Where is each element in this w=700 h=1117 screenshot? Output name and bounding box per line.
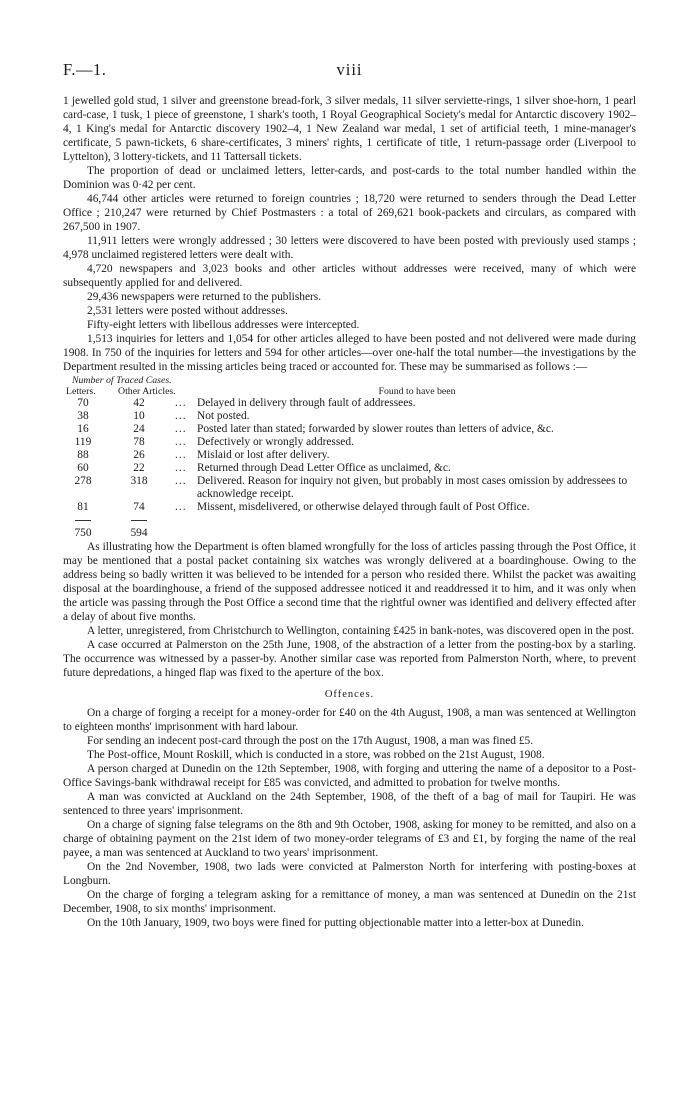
cell-other: 318 bbox=[130, 475, 148, 487]
table-total-rule-row bbox=[63, 514, 636, 527]
cell-other: 10 bbox=[133, 410, 145, 422]
paragraph: On a charge of forging a receipt for a money-order for £40 on the 4th August, 1908, a man was sentenced at Wellington to eighteen months' imprisonment with hard labour. bbox=[63, 707, 636, 733]
cell-letters: 278 bbox=[74, 475, 92, 487]
table-row bbox=[63, 475, 636, 501]
table-row bbox=[63, 449, 636, 462]
table-row bbox=[63, 410, 636, 423]
cell-other: 78 bbox=[133, 436, 145, 448]
paragraph: 1 jewelled gold stud, 1 silver and greenstone bread-fork, 3 silver medals, 11 silver serviette-rings, 1 silver shoe-horn, 1 pearl card-case, 1 tusk, 1 piece of greenstone, 1 shark's tooth, 1 Royal Geographical Society's medal for Antarctic discovery 1902–4, 1 King's medal for Antarctic discovery 1902–4, 1 New Zealand war medal, 1 set of artificial teeth, 1 mine-manager's certificate, 5 pawn-tickets, 6 share-certificates, 3 miners' rights, 1 certificate of title, 1 return-passage order (Liverpool to Lyttelton), 3 lottery-tickets, and 11 Tattersall tickets. bbox=[63, 95, 636, 163]
table-total-row bbox=[63, 527, 636, 540]
cell-letters: 70 bbox=[77, 397, 89, 409]
paragraph: 11,911 letters were wrongly addressed ; 30 letters were discovered to have been posted with previously used stamps ; 4,978 unclaimed registered letters were dealt with. bbox=[63, 235, 636, 261]
leader-dots: ... bbox=[175, 501, 187, 513]
column-header-other: Other Articles. bbox=[118, 386, 176, 397]
table-row bbox=[63, 462, 636, 475]
paragraph: A man was convicted at Auckland on the 24th September, 1908, of the theft of a bag of mail for Taupiri. He was sentenced to three years' imprisonment. bbox=[63, 791, 636, 817]
leader-dots: ... bbox=[175, 475, 187, 487]
total-rule bbox=[75, 520, 91, 521]
cell-description: Returned through Dead Letter Office as unclaimed, &c. bbox=[197, 462, 451, 474]
cell-letters: 38 bbox=[77, 410, 89, 422]
cell-other: 42 bbox=[133, 397, 145, 409]
total-rule bbox=[131, 520, 147, 521]
total-other: 594 bbox=[130, 527, 148, 539]
total-letters: 750 bbox=[74, 527, 92, 539]
leader-dots: ... bbox=[175, 449, 187, 461]
cell-letters: 60 bbox=[77, 462, 89, 474]
cell-letters: 81 bbox=[77, 501, 89, 513]
paragraph: 1,513 inquiries for letters and 1,054 for other articles alleged to have been posted and not delivered were made during 1908. In 750 of the inquiries for letters and 594 for other articles—over one-half the total number—the investigations by the Department resulted in the missing articles being traced or accounted for. These may be summarised as follows :— bbox=[63, 333, 636, 373]
table-row bbox=[63, 436, 636, 449]
cell-description: Mislaid or lost after delivery. bbox=[197, 449, 330, 461]
cell-description: Delayed in delivery through fault of addressees. bbox=[197, 397, 416, 409]
paragraph: A letter, unregistered, from Christchurch to Wellington, containing £425 in bank-notes, was discovered open in the post. bbox=[87, 625, 635, 637]
cell-other: 24 bbox=[133, 423, 145, 435]
section-heading-offences: Offences. bbox=[324, 689, 375, 700]
cell-description: Missent, misdelivered, or otherwise delayed through fault of Post Office. bbox=[197, 501, 530, 513]
paragraph: 29,436 newspapers were returned to the publishers. bbox=[87, 291, 322, 303]
table-row bbox=[63, 501, 636, 514]
page-number: viii bbox=[336, 60, 363, 79]
page-header bbox=[63, 60, 636, 80]
paragraph: On the 10th January, 1909, two boys were fined for putting objectionable matter into a letter-box at Dunedin. bbox=[87, 917, 584, 929]
cell-other: 26 bbox=[133, 449, 145, 461]
table-column-headers bbox=[63, 386, 636, 397]
table-caption: Number of Traced Cases. bbox=[72, 375, 172, 386]
table-row bbox=[63, 397, 636, 410]
column-header-letters: Letters. bbox=[66, 386, 96, 397]
leader-dots: ... bbox=[175, 462, 187, 474]
paragraph: A person charged at Dunedin on the 12th September, 1908, with forging and uttering the name of a depositor to a Post-Office Savings-bank withdrawal receipt for £85 was convicted, and admitted to probation for twelve months. bbox=[63, 763, 636, 789]
column-header-found: Found to have been bbox=[378, 386, 456, 397]
cell-letters: 88 bbox=[77, 449, 89, 461]
paragraph: 2,531 letters were posted without addresses. bbox=[87, 305, 288, 317]
paragraph: On the charge of forging a telegram asking for a remittance of money, a man was sentenced at Dunedin on the 21st December, 1908, to six months' imprisonment. bbox=[63, 889, 636, 915]
cell-letters: 16 bbox=[77, 423, 89, 435]
leader-dots: ... bbox=[175, 397, 187, 409]
paragraph: A case occurred at Palmerston on the 25th June, 1908, of the abstraction of a letter from the posting-box by a starling. The occurrence was witnessed by a passer-by. Another similar case was reported from Palmerston North, where, to prevent future depredations, a hinged flap was fixed to the aperture of the box. bbox=[63, 639, 636, 679]
paragraph: Fifty-eight letters with libellous addresses were intercepted. bbox=[87, 319, 360, 331]
leader-dots: ... bbox=[175, 410, 187, 422]
cell-description: Delivered. Reason for inquiry not given, but probably in most cases omission by addressees to acknowledge receipt. bbox=[197, 475, 628, 500]
report-reference: F.—1. bbox=[63, 60, 107, 79]
traced-cases-table bbox=[63, 397, 636, 540]
body-text bbox=[63, 94, 636, 930]
paragraph: 46,744 other articles were returned to foreign countries ; 18,720 were returned to senders through the Dead Letter Office ; 210,247 were returned by Chief Postmasters : a total of 269,621 book-packets and circulars, as compared with 267,500 in 1907. bbox=[63, 193, 636, 233]
cell-other: 22 bbox=[133, 462, 145, 474]
paragraph: On a charge of signing false telegrams on the 8th and 9th October, 1908, asking for money to be remitted, and also on a charge of obtaining payment on the 21st idem of two money-order telegrams of £3 and £1, by forging the name of the real payee, a man was sentenced at Auckland to two years' imprisonment. bbox=[63, 819, 636, 859]
leader-dots: ... bbox=[175, 436, 187, 448]
paragraph: For sending an indecent post-card through the post on the 17th August, 1908, a man was fined £5. bbox=[87, 735, 534, 747]
paragraph: 4,720 newspapers and 3,023 books and other articles without addresses were received, many of which were subsequently applied for and delivered. bbox=[63, 263, 636, 289]
paragraph: The proportion of dead or unclaimed letters, letter-cards, and post-cards to the total number handled within the Dominion was 0·42 per cent. bbox=[63, 165, 636, 191]
paragraph: The Post-office, Mount Roskill, which is conducted in a store, was robbed on the 21st August, 1908. bbox=[87, 749, 545, 761]
leader-dots: ... bbox=[175, 423, 187, 435]
cell-description: Posted later than stated; forwarded by slower routes than letters of advice, &c. bbox=[197, 423, 554, 435]
paragraph: On the 2nd November, 1908, two lads were convicted at Palmerston North for interfering with posting-boxes at Longburn. bbox=[63, 861, 636, 887]
paragraph: As illustrating how the Department is often blamed wrongfully for the loss of articles passing through the Post Office, it may be mentioned that a postal packet containing six watches was wrongly delivered at a boardinghouse. Owing to the address being so badly written it was believed to be intended for a person who resided there. Whilst the packet was awaiting disposal at the boardinghouse, a friend of the supposed addressee noticed it and readdressed it to him, and it was only when the article was passing through the Post Office a second time that the rightful owner was identified and delivery effected after a delay of about five months. bbox=[63, 541, 636, 623]
table-row bbox=[63, 423, 636, 436]
cell-description: Defectively or wrongly addressed. bbox=[197, 436, 354, 448]
cell-other: 74 bbox=[133, 501, 145, 513]
cell-description: Not posted. bbox=[197, 410, 250, 422]
cell-letters: 119 bbox=[74, 436, 92, 448]
